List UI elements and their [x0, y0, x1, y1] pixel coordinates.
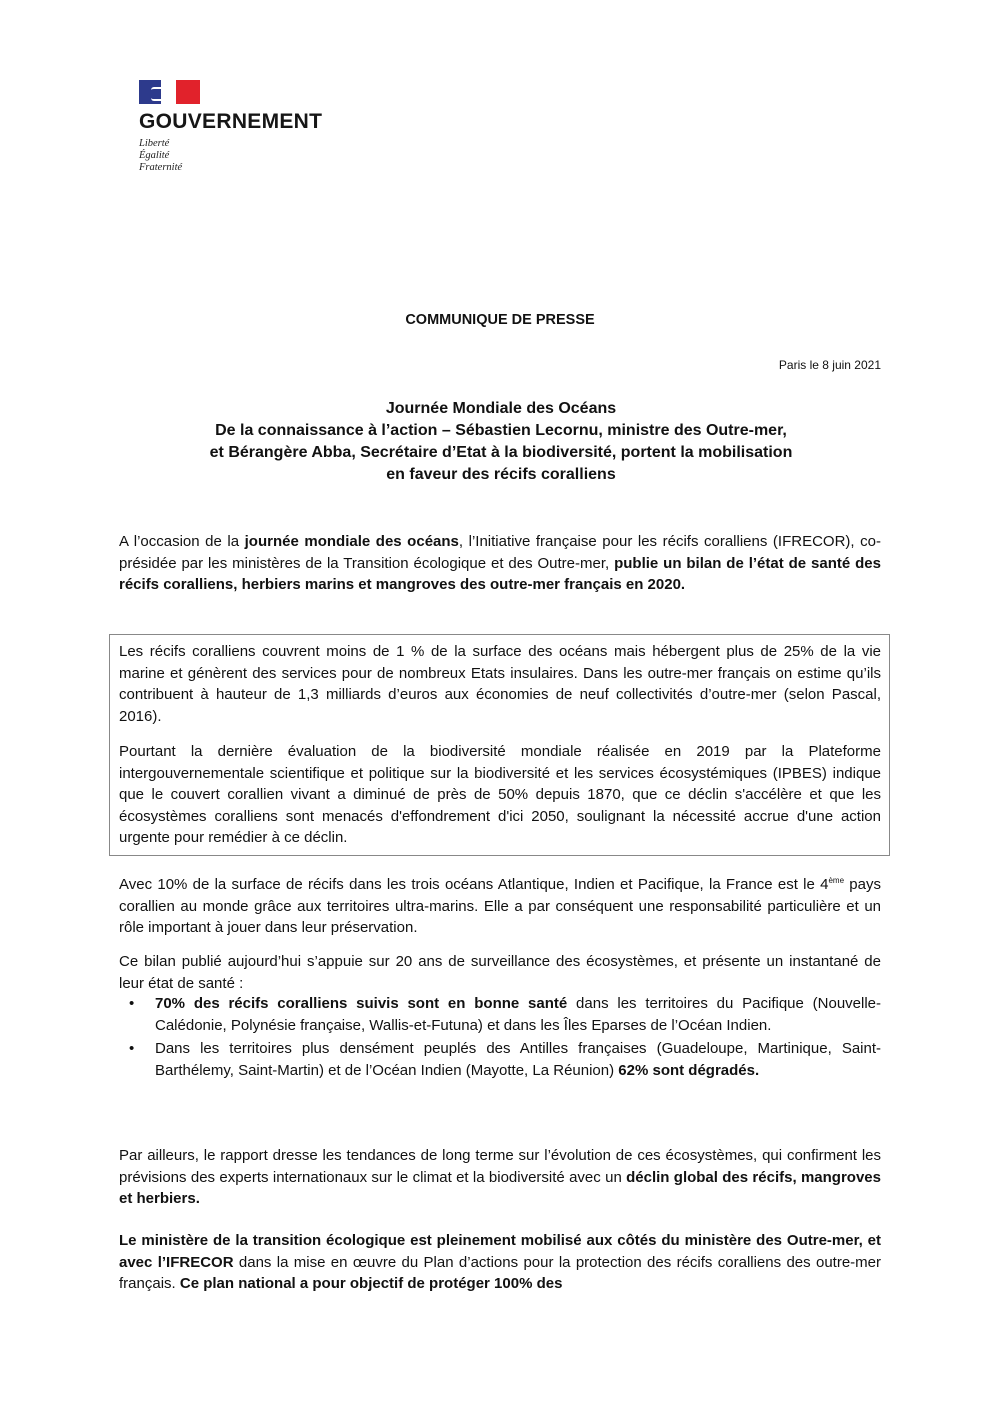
bold-text: journée mondiale des océans	[244, 533, 459, 550]
bold-text: publie un bilan de l’état de santé des récifs coralliens, herbiers marins et mangroves des outre-mer français en 2020.	[119, 554, 881, 593]
box-paragraph-2: Pourtant la dernière évaluation de la biodiversité mondiale réalisée en 2019 par la Plateforme intergouvernementale scientifique et politique sur la biodiversité et les services écosystémiques (IPBES) indique que le couvert corallien vivant a diminué de près de 50% depuis 1870, que ce déclin s'accélère et que les écosystèmes coralliens sont menacés d'effondrement d'ici 2050, soulignant la nécessité accrue d'une action urgente pour remédier à ce déclin.	[119, 743, 881, 846]
date-line: Paris le 8 juin 2021	[778, 358, 881, 372]
text: A l’occasion de la	[119, 533, 245, 550]
bold-text: Le ministère de la transition écologique est pleinement mobilisé aux côtés du ministère des Outre-mer, et avec l’IFRECOR	[119, 1232, 881, 1271]
bullet-icon: •	[129, 995, 135, 1012]
list-item	[119, 993, 881, 1036]
intro-paragraph	[119, 531, 881, 596]
text: , l’Initiative française pour les récifs coralliens (IFRECOR), co-présidée par les ministères de la Transition écologique et des Outre-mer,	[119, 533, 881, 572]
ailleurs-paragraph	[119, 1145, 881, 1210]
ministere-paragraph	[119, 1230, 881, 1295]
headline	[120, 398, 882, 486]
france-paragraph	[119, 870, 881, 939]
headline-line: Journée Mondiale des Océans	[385, 400, 617, 417]
devise	[139, 138, 322, 174]
government-logo	[139, 80, 322, 174]
devise-fraternite: Fraternité	[139, 162, 183, 173]
text: dans la mise en œuvre du Plan d’actions pour la protection des récifs coralliens des outre-mer français.	[119, 1253, 882, 1292]
press-release-title: COMMUNIQUE DE PRESSE	[405, 312, 595, 328]
bold-text: Ce plan national a pour objectif de protéger 100% des	[179, 1275, 563, 1292]
superscript: ème	[828, 876, 845, 885]
logo-title: GOUVERNEMENT	[139, 110, 323, 133]
devise-liberte: Liberté	[139, 138, 170, 149]
text: pays corallien au monde grâce aux territoires ultra-marins. Elle a par conséquent une responsabilité particulière et un rôle important à jouer dans leur préservation.	[119, 876, 881, 936]
devise-egalite: Égalité	[139, 150, 170, 161]
bold-text: 70% des récifs coralliens suivis sont en bonne santé	[155, 995, 568, 1012]
headline-line: et Bérangère Abba, Secrétaire d’Etat à la biodiversité, portent la mobilisation	[209, 444, 793, 461]
bold-text: 62% sont dégradés.	[618, 1061, 760, 1079]
bullet-icon: •	[129, 1040, 135, 1057]
headline-line: en faveur des récifs coralliens	[386, 466, 616, 483]
bullet-list	[119, 993, 881, 1083]
bilan-paragraph: Ce bilan publié aujourd’hui s’appuie sur 20 ans de surveillance des écosystèmes, et présente un instantané de leur état de santé :	[119, 953, 881, 992]
text: dans les territoires du Pacifique (Nouvelle-Calédonie, Polynésie française, Wallis-et-Futuna) et dans les Îles Eparses de l’Océan Indien.	[155, 995, 882, 1034]
bold-text: déclin global des récifs, mangroves et herbiers.	[119, 1168, 881, 1207]
info-box	[109, 634, 890, 856]
box-paragraph-1: Les récifs coralliens couvrent moins de 1 % de la surface des océans mais hébergent plus de 25% de la vie marine et génèrent des services pour de nombreux Etats insulaires. Dans les outre-mer français on estime qu’ils contribuent à hauteur de 1,3 milliards d’euros aux économies de neuf collectivités d’outre-mer (selon Pascal, 2016).	[119, 643, 881, 725]
text: Dans les territoires plus densément peuplés des Antilles françaises (Guadeloupe, Martinique, Saint-Barthélemy, Saint-Martin) et de l’Océan Indien (Mayotte, La Réunion)	[155, 1040, 881, 1079]
text: Par ailleurs, le rapport dresse les tendances de long terme sur l’évolution de ces écosystèmes, qui confirment les prévisions des experts internationaux sur le climat et la biodiversité avec un	[119, 1147, 881, 1186]
headline-line: De la connaissance à l’action – Sébastien Lecornu, ministre des Outre-mer,	[215, 422, 787, 439]
text: Avec 10% de la surface de récifs dans les trois océans Atlantique, Indien et Pacifique, la France est le 4	[119, 876, 829, 893]
list-item	[119, 1038, 881, 1081]
marianne-flag-icon	[139, 80, 200, 104]
